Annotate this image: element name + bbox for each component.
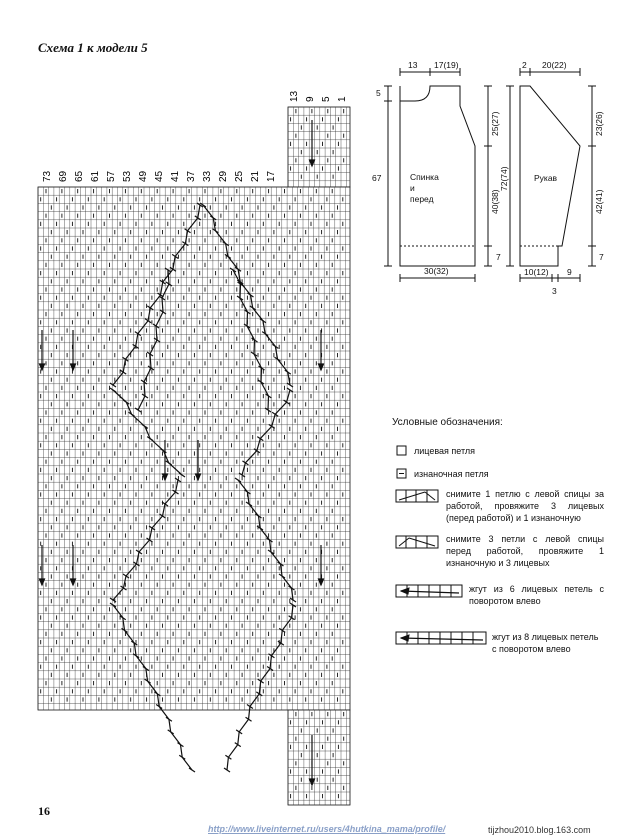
dim-bf-bottom: 30(32) xyxy=(424,266,449,276)
dim-sl-right-middle: 42(41) xyxy=(594,189,604,214)
legend-cable-6: жгут из 6 лицевых петель с поворотом влево xyxy=(469,584,604,606)
row-number-57: 57 xyxy=(106,170,117,182)
row-number-17: 17 xyxy=(266,170,277,182)
dim-sl-bottom-center: 3 xyxy=(552,286,557,296)
dim-bf-top-left: 13 xyxy=(408,60,418,70)
row-number-5: 5 xyxy=(321,96,332,102)
page-number: 16 xyxy=(38,804,50,818)
row-number-45: 45 xyxy=(154,170,165,182)
row-number-1: 1 xyxy=(337,96,348,102)
row-labels-main xyxy=(42,170,277,182)
cross-left-symbol xyxy=(396,490,438,502)
knit-stitch-symbol xyxy=(397,446,406,455)
row-number-29: 29 xyxy=(218,170,229,182)
dim-bf-top-right: 17(19) xyxy=(434,60,459,70)
cable-6-symbol xyxy=(396,585,462,597)
bf-label-3: перед xyxy=(410,194,434,204)
row-labels-top xyxy=(289,90,348,102)
row-number-13: 13 xyxy=(289,90,300,102)
row-number-49: 49 xyxy=(138,170,149,182)
dim-sl-left-total: 72(74) xyxy=(499,166,509,191)
dim-sl-bottom-right: 9 xyxy=(567,267,572,277)
chart-grid-main xyxy=(38,187,350,710)
sl-label: Рукав xyxy=(534,173,558,183)
knitting-chart xyxy=(30,80,360,810)
chart-grid-bottom xyxy=(288,710,350,805)
dim-bf-right-upper: 25(27) xyxy=(490,111,500,136)
bf-label-1: Спинка xyxy=(410,172,439,182)
chart-grid-top xyxy=(288,107,350,187)
legend-cross-right: снимите 3 петли с левой спицы перед работой, провяжите 1 изнаночную и 3 лицевых xyxy=(446,534,604,568)
legend-purl: изнаночная петля xyxy=(414,469,489,479)
bf-label-2: и xyxy=(410,183,415,193)
legend-cable-8: жгут из 8 лицевых петель с поворотом влево xyxy=(492,632,599,654)
legend-title: Условные обозначения: xyxy=(392,417,503,428)
dim-sl-top-left: 2 xyxy=(522,60,527,70)
row-number-33: 33 xyxy=(202,170,213,182)
footer-link[interactable]: http://www.liveinternet.ru/users/4hutkina_mama/profile/ xyxy=(208,824,446,834)
dim-sl-bottom-left: 10(12) xyxy=(524,267,549,277)
cross-right-symbol xyxy=(396,536,438,548)
row-number-37: 37 xyxy=(186,170,197,182)
legend-knit: лицевая петля xyxy=(414,446,476,456)
row-number-65: 65 xyxy=(74,170,85,182)
row-number-69: 69 xyxy=(58,170,69,182)
row-number-41: 41 xyxy=(170,170,181,182)
chart-grid xyxy=(38,107,350,805)
row-number-9: 9 xyxy=(305,96,316,102)
dim-sl-top-right: 20(22) xyxy=(542,60,567,70)
row-number-61: 61 xyxy=(90,170,101,182)
dim-sl-right-lower: 7 xyxy=(599,252,604,262)
legend-cross-left: снимите 1 петлю с левой спицы за работой, провяжите 3 лицевых (перед работой) и 1 изнаночную xyxy=(446,489,604,523)
dim-bf-right-lower: 7 xyxy=(496,252,501,262)
dim-sl-right-upper: 23(26) xyxy=(594,111,604,136)
row-number-53: 53 xyxy=(122,170,133,182)
dim-bf-left-total: 67 xyxy=(372,173,382,183)
dim-bf-right-middle: 40(38) xyxy=(490,189,500,214)
row-number-25: 25 xyxy=(234,170,245,182)
row-number-73: 73 xyxy=(42,170,53,182)
row-number-21: 21 xyxy=(250,170,261,182)
cable-8-symbol xyxy=(396,632,486,644)
scheme-title: Схема 1 к модели 5 xyxy=(38,40,148,55)
footer-blog: tijzhou2010.blog.163.com xyxy=(488,825,591,835)
garment-schematics xyxy=(370,56,620,301)
dim-bf-left-top: 5 xyxy=(376,88,381,98)
